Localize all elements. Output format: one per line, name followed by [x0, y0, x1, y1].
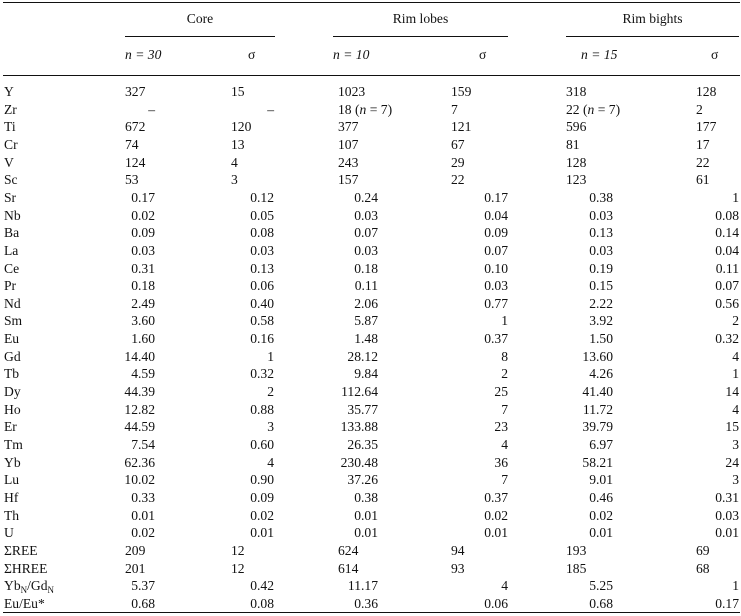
cell-core-s: 3	[267, 419, 274, 435]
cell-bight-s: 61	[696, 172, 710, 188]
cell-lobe-v: 1023	[338, 84, 366, 99]
cell-core-v: 124	[125, 154, 146, 170]
cell-lobe-s: 0.02	[484, 507, 508, 523]
cell-lobe-v: 614	[338, 560, 359, 576]
cell-core-v: 0.17	[131, 189, 155, 205]
cell-core-s: 120	[231, 119, 252, 135]
cell-lobe-s: 0.10	[484, 260, 508, 276]
cell-bight-v: 39.79	[582, 419, 613, 435]
row-label: Ho	[4, 401, 21, 417]
row-label: V	[4, 154, 14, 170]
cell-bight-s: 0.08	[715, 207, 739, 223]
cell-bight-s: 0.01	[715, 525, 739, 541]
cell-core-v: 3.60	[131, 313, 155, 329]
cell-core-v: 7.54	[131, 437, 155, 452]
cell-core-v: 2.49	[131, 295, 155, 311]
cell-bight-s: 4	[732, 401, 739, 417]
table-row	[0, 471, 741, 488]
group-header-core: Core	[186, 11, 214, 26]
cell-core-v: 0.33	[131, 489, 155, 505]
cell-bight-s: 2	[732, 313, 739, 329]
cell-core-v: 0.02	[131, 525, 155, 541]
cell-lobe-v: 0.38	[354, 489, 378, 505]
cell-bight-v: 1.50	[589, 331, 613, 347]
cell-lobe-s: 0.07	[484, 242, 508, 258]
subheader-sigma-rim-lobes: σ	[479, 47, 487, 62]
cell-core-s: 0.06	[250, 278, 274, 294]
subheader-sigma-rim-bights: σ	[711, 47, 719, 62]
table-row	[0, 560, 741, 577]
row-label: ΣREE	[4, 542, 38, 558]
row-label: Gd	[4, 348, 21, 364]
cell-bight-v: 0.15	[589, 278, 613, 294]
cell-core-v: 327	[125, 84, 146, 99]
cell-lobe-v: 0.18	[354, 260, 378, 276]
cell-core-v: 5.37	[131, 578, 155, 594]
cell-bight-s: 22	[696, 154, 710, 170]
cell-lobe-s: 0.17	[484, 189, 508, 205]
cell-bight-v: 0.68	[589, 595, 613, 611]
group-rule-rim-bights	[566, 36, 739, 37]
cell-core-v: 14.40	[124, 348, 155, 364]
header-rule	[3, 75, 740, 76]
row-label: Er	[4, 419, 17, 435]
table-row	[0, 154, 741, 171]
subheader-n-rim-lobes	[333, 47, 369, 63]
cell-lobe-v: 37.26	[347, 472, 378, 488]
cell-bight-v: 596	[566, 119, 587, 135]
cell-core-v: 201	[125, 560, 146, 576]
cell-bight-s: 3	[732, 437, 739, 452]
cell-lobe-v: 35.77	[347, 401, 378, 417]
cell-lobe-v: 0.01	[354, 507, 378, 523]
table-row	[0, 136, 741, 153]
cell-bight-v: 0.19	[589, 260, 613, 276]
cell-core-s: 0.03	[250, 242, 274, 258]
cell-core-s: 4	[267, 454, 274, 470]
group-rule-rim-lobes	[333, 36, 508, 37]
table-row	[0, 224, 741, 241]
table-row	[0, 365, 741, 382]
cell-bight-v: 13.60	[582, 348, 613, 364]
table-row	[0, 83, 741, 100]
cell-core-s: 15	[231, 84, 245, 99]
cell-lobe-s: 93	[451, 560, 465, 576]
bottom-rule	[3, 612, 740, 613]
table-row	[0, 277, 741, 294]
row-label: Tb	[4, 366, 20, 382]
cell-bight-v: 22 (n = 7)	[566, 101, 621, 117]
cell-bight-v: 6.97	[589, 437, 613, 452]
cell-lobe-s: 94	[451, 542, 465, 558]
cell-lobe-v: 0.24	[354, 189, 378, 205]
cell-bight-s: 2	[696, 101, 703, 117]
cell-core-s: 0.88	[250, 401, 274, 417]
cell-lobe-v: 11.17	[347, 578, 378, 594]
table-row	[0, 577, 741, 594]
cell-bight-s: 0.17	[715, 595, 739, 611]
cell-lobe-s: 7	[501, 472, 508, 488]
cell-lobe-v: 243	[338, 154, 359, 170]
cell-core-s: 0.02	[250, 507, 274, 523]
cell-bight-v: 185	[566, 560, 587, 576]
cell-core-s: 2	[267, 384, 274, 400]
cell-bight-s: 0.32	[715, 331, 739, 347]
cell-lobe-s: 0.03	[484, 278, 508, 294]
cell-bight-v: 0.13	[589, 225, 613, 241]
cell-lobe-v: 230.48	[340, 454, 378, 470]
row-label: $Yb_N/Gd_N$	[4, 578, 55, 596]
cell-bight-v: 0.01	[589, 525, 613, 541]
cell-lobe-s: 4	[501, 437, 508, 452]
row-label: Dy	[4, 384, 21, 400]
row-label: Sc	[4, 172, 18, 188]
cell-lobe-s: 29	[451, 154, 465, 170]
cell-lobe-v: 5.87	[354, 313, 378, 329]
row-label: Pr	[4, 278, 17, 294]
cell-lobe-s: 4	[501, 578, 508, 594]
table-row	[0, 595, 741, 612]
cell-core-s: 0.09	[250, 489, 274, 505]
cell-core-s: 0.60	[250, 437, 274, 452]
cell-bight-v: 9.01	[589, 472, 613, 488]
row-label: Tm	[4, 437, 23, 452]
table-row	[0, 189, 741, 206]
cell-core-v: 0.18	[131, 278, 155, 294]
cell-lobe-v: 0.36	[354, 595, 378, 611]
row-label: Ba	[4, 225, 20, 241]
cell-core-s: 0.90	[250, 472, 274, 488]
cell-lobe-s: 0.09	[484, 225, 508, 241]
cell-bight-s: 69	[696, 542, 710, 558]
cell-bight-v: 81	[566, 136, 580, 152]
cell-bight-v: 41.40	[582, 384, 613, 400]
table-row	[0, 507, 741, 524]
cell-lobe-v: 377	[338, 119, 359, 135]
cell-core-v: 44.59	[124, 419, 155, 435]
row-label: Eu/Eu*	[4, 595, 45, 611]
cell-bight-v: 4.26	[589, 366, 613, 382]
cell-bight-s: 17	[696, 136, 710, 152]
cell-bight-s: 1	[732, 578, 739, 594]
cell-core-v: 10.02	[124, 472, 155, 488]
cell-core-s: –	[267, 101, 274, 117]
cell-lobe-v: 0.11	[354, 278, 378, 294]
cell-core-v: 0.01	[131, 507, 155, 523]
row-label: Ce	[4, 260, 20, 276]
cell-lobe-v: 0.07	[354, 225, 378, 241]
cell-lobe-s: 0.01	[484, 525, 508, 541]
row-label: Zr	[4, 101, 17, 117]
cell-lobe-s: 23	[494, 419, 508, 435]
cell-core-s: 0.32	[250, 366, 274, 382]
cell-core-v: 74	[125, 136, 139, 152]
subheader-n-core	[125, 47, 161, 63]
cell-bight-v: 5.25	[589, 578, 613, 594]
cell-bight-v: 3.92	[589, 313, 613, 329]
cell-bight-s: 0.04	[715, 242, 739, 258]
table-row	[0, 489, 741, 506]
group-rule-core	[125, 36, 275, 37]
cell-lobe-s: 0.37	[484, 331, 508, 347]
row-label: Th	[4, 507, 20, 523]
table-row	[0, 171, 741, 188]
cell-lobe-v: 112.64	[341, 384, 378, 400]
cell-bight-s: 14	[725, 384, 739, 400]
cell-core-v: 0.02	[131, 207, 155, 223]
cell-core-v: 62.36	[124, 454, 155, 470]
cell-bight-v: 0.46	[589, 489, 613, 505]
cell-lobe-v: 624	[338, 542, 359, 558]
cell-core-s: 0.01	[250, 525, 274, 541]
table-row	[0, 242, 741, 259]
cell-bight-s: 68	[696, 560, 710, 576]
cell-lobe-s: 67	[451, 136, 465, 152]
table-row	[0, 312, 741, 329]
cell-lobe-s: 2	[501, 366, 508, 382]
cell-lobe-v: 1.48	[354, 331, 378, 347]
cell-core-v: 209	[125, 542, 146, 558]
cell-bight-v: 123	[566, 172, 587, 188]
cell-core-s: 0.42	[250, 578, 274, 594]
cell-core-v: 12.82	[124, 401, 155, 417]
cell-lobe-s: 7	[451, 101, 458, 117]
cell-bight-s: 0.03	[715, 507, 739, 523]
table-row	[0, 118, 741, 135]
table-row	[0, 418, 741, 435]
table-row	[0, 260, 741, 277]
row-label: La	[4, 242, 19, 258]
cell-core-s: 0.08	[250, 595, 274, 611]
table-row	[0, 348, 741, 365]
cell-bight-s: 0.11	[715, 260, 739, 276]
cell-core-v: 0.68	[131, 595, 155, 611]
subheader-n-rim-lobes-text: n = 10	[333, 47, 370, 62]
cell-lobe-v: 18 (n = 7)	[338, 101, 393, 117]
row-label: Yb	[4, 454, 21, 470]
row-label: Hf	[4, 489, 19, 505]
cell-bight-v: 0.38	[589, 189, 613, 205]
cell-core-v: –	[148, 101, 155, 117]
cell-bight-v: 2.22	[589, 295, 613, 311]
cell-core-s: 0.12	[250, 189, 274, 205]
table-row	[0, 207, 741, 224]
cell-core-v: 4.59	[131, 366, 155, 382]
cell-core-v: 0.03	[131, 242, 155, 258]
cell-lobe-v: 0.03	[354, 242, 378, 258]
cell-bight-v: 0.02	[589, 507, 613, 523]
cell-core-s: 12	[231, 542, 245, 558]
cell-core-v: 0.31	[131, 260, 155, 276]
cell-bight-s: 1	[732, 366, 739, 382]
table-row	[0, 330, 741, 347]
group-header-rim-lobes: Rim lobes	[392, 11, 449, 26]
table-row	[0, 436, 741, 453]
cell-lobe-v: 0.01	[354, 525, 378, 541]
cell-core-s: 0.16	[250, 331, 274, 347]
cell-bight-v: 58.21	[582, 454, 613, 470]
cell-core-v: 0.09	[131, 225, 155, 241]
cell-core-s: 4	[231, 154, 238, 170]
cell-bight-s: 0.56	[715, 295, 739, 311]
cell-bight-v: 318	[566, 84, 587, 99]
cell-bight-s: 0.14	[715, 225, 739, 241]
table-row	[0, 101, 741, 118]
cell-core-s: 0.13	[250, 260, 274, 276]
cell-lobe-s: 22	[451, 172, 465, 188]
cell-lobe-s: 0.04	[484, 207, 508, 223]
row-label: U	[4, 525, 14, 541]
table-row	[0, 383, 741, 400]
cell-core-s: 0.58	[250, 313, 274, 329]
cell-core-v: 672	[125, 119, 146, 135]
cell-lobe-s: 159	[451, 84, 472, 99]
cell-core-v: 44.39	[124, 384, 155, 400]
table-row	[0, 454, 741, 471]
cell-core-v: 53	[125, 172, 139, 188]
cell-lobe-v: 107	[338, 136, 359, 152]
cell-core-s: 0.05	[250, 207, 274, 223]
cell-lobe-v: 157	[338, 172, 359, 188]
cell-core-v: 1.60	[131, 331, 155, 347]
cell-bight-s: 4	[732, 348, 739, 364]
row-label: Y	[4, 84, 14, 99]
subheader-sigma-core: σ	[248, 47, 256, 62]
cell-core-s: 0.08	[250, 225, 274, 241]
subheader-n-core-text: n = 30	[125, 47, 162, 62]
cell-bight-v: 0.03	[589, 242, 613, 258]
cell-bight-v: 0.03	[589, 207, 613, 223]
cell-lobe-s: 7	[501, 401, 508, 417]
cell-lobe-v: 0.03	[354, 207, 378, 223]
row-label: Cr	[4, 136, 18, 152]
cell-lobe-v: 133.88	[340, 419, 378, 435]
cell-lobe-s: 36	[494, 454, 508, 470]
row-label: Sr	[4, 189, 17, 205]
cell-bight-s: 177	[696, 119, 717, 135]
row-label: Lu	[4, 472, 20, 488]
cell-bight-v: 193	[566, 542, 587, 558]
top-rule	[3, 2, 740, 3]
group-header-rim-bights: Rim bights	[622, 11, 683, 26]
row-label: Sm	[4, 313, 23, 329]
cell-lobe-s: 25	[494, 384, 508, 400]
cell-bight-v: 11.72	[582, 401, 613, 417]
cell-lobe-v: 9.84	[354, 366, 378, 382]
row-label: ΣHREE	[4, 560, 48, 576]
cell-core-s: 12	[231, 560, 245, 576]
cell-lobe-s: 121	[451, 119, 472, 135]
row-label: Ti	[4, 119, 16, 135]
cell-lobe-v: 2.06	[354, 295, 378, 311]
cell-bight-s: 0.07	[715, 278, 739, 294]
subheader-n-rim-bights	[581, 47, 617, 63]
subheader-n-rim-bights-text: n = 15	[581, 47, 618, 62]
cell-lobe-s: 0.06	[484, 595, 508, 611]
cell-bight-s: 24	[725, 454, 739, 470]
cell-lobe-s: 0.37	[484, 489, 508, 505]
table-row	[0, 542, 741, 559]
row-label: Nb	[4, 207, 21, 223]
cell-core-s: 3	[231, 172, 238, 188]
cell-bight-v: 128	[566, 154, 587, 170]
table-row	[0, 401, 741, 418]
cell-lobe-s: 8	[501, 348, 508, 364]
cell-bight-s: 128	[696, 84, 717, 99]
row-label: Eu	[4, 331, 20, 347]
table-row	[0, 295, 741, 312]
cell-lobe-v: 28.12	[347, 348, 378, 364]
cell-bight-s: 1	[732, 189, 739, 205]
cell-bight-s: 0.31	[715, 489, 739, 505]
table-row	[0, 524, 741, 541]
row-label: Nd	[4, 295, 21, 311]
cell-core-s: 0.40	[250, 295, 274, 311]
cell-core-s: 13	[231, 136, 245, 152]
cell-bight-s: 3	[732, 472, 739, 488]
cell-bight-s: 15	[725, 419, 739, 435]
cell-lobe-v: 26.35	[347, 437, 378, 452]
cell-core-s: 1	[267, 348, 274, 364]
cell-lobe-s: 0.77	[484, 295, 508, 311]
cell-lobe-s: 1	[501, 313, 508, 329]
